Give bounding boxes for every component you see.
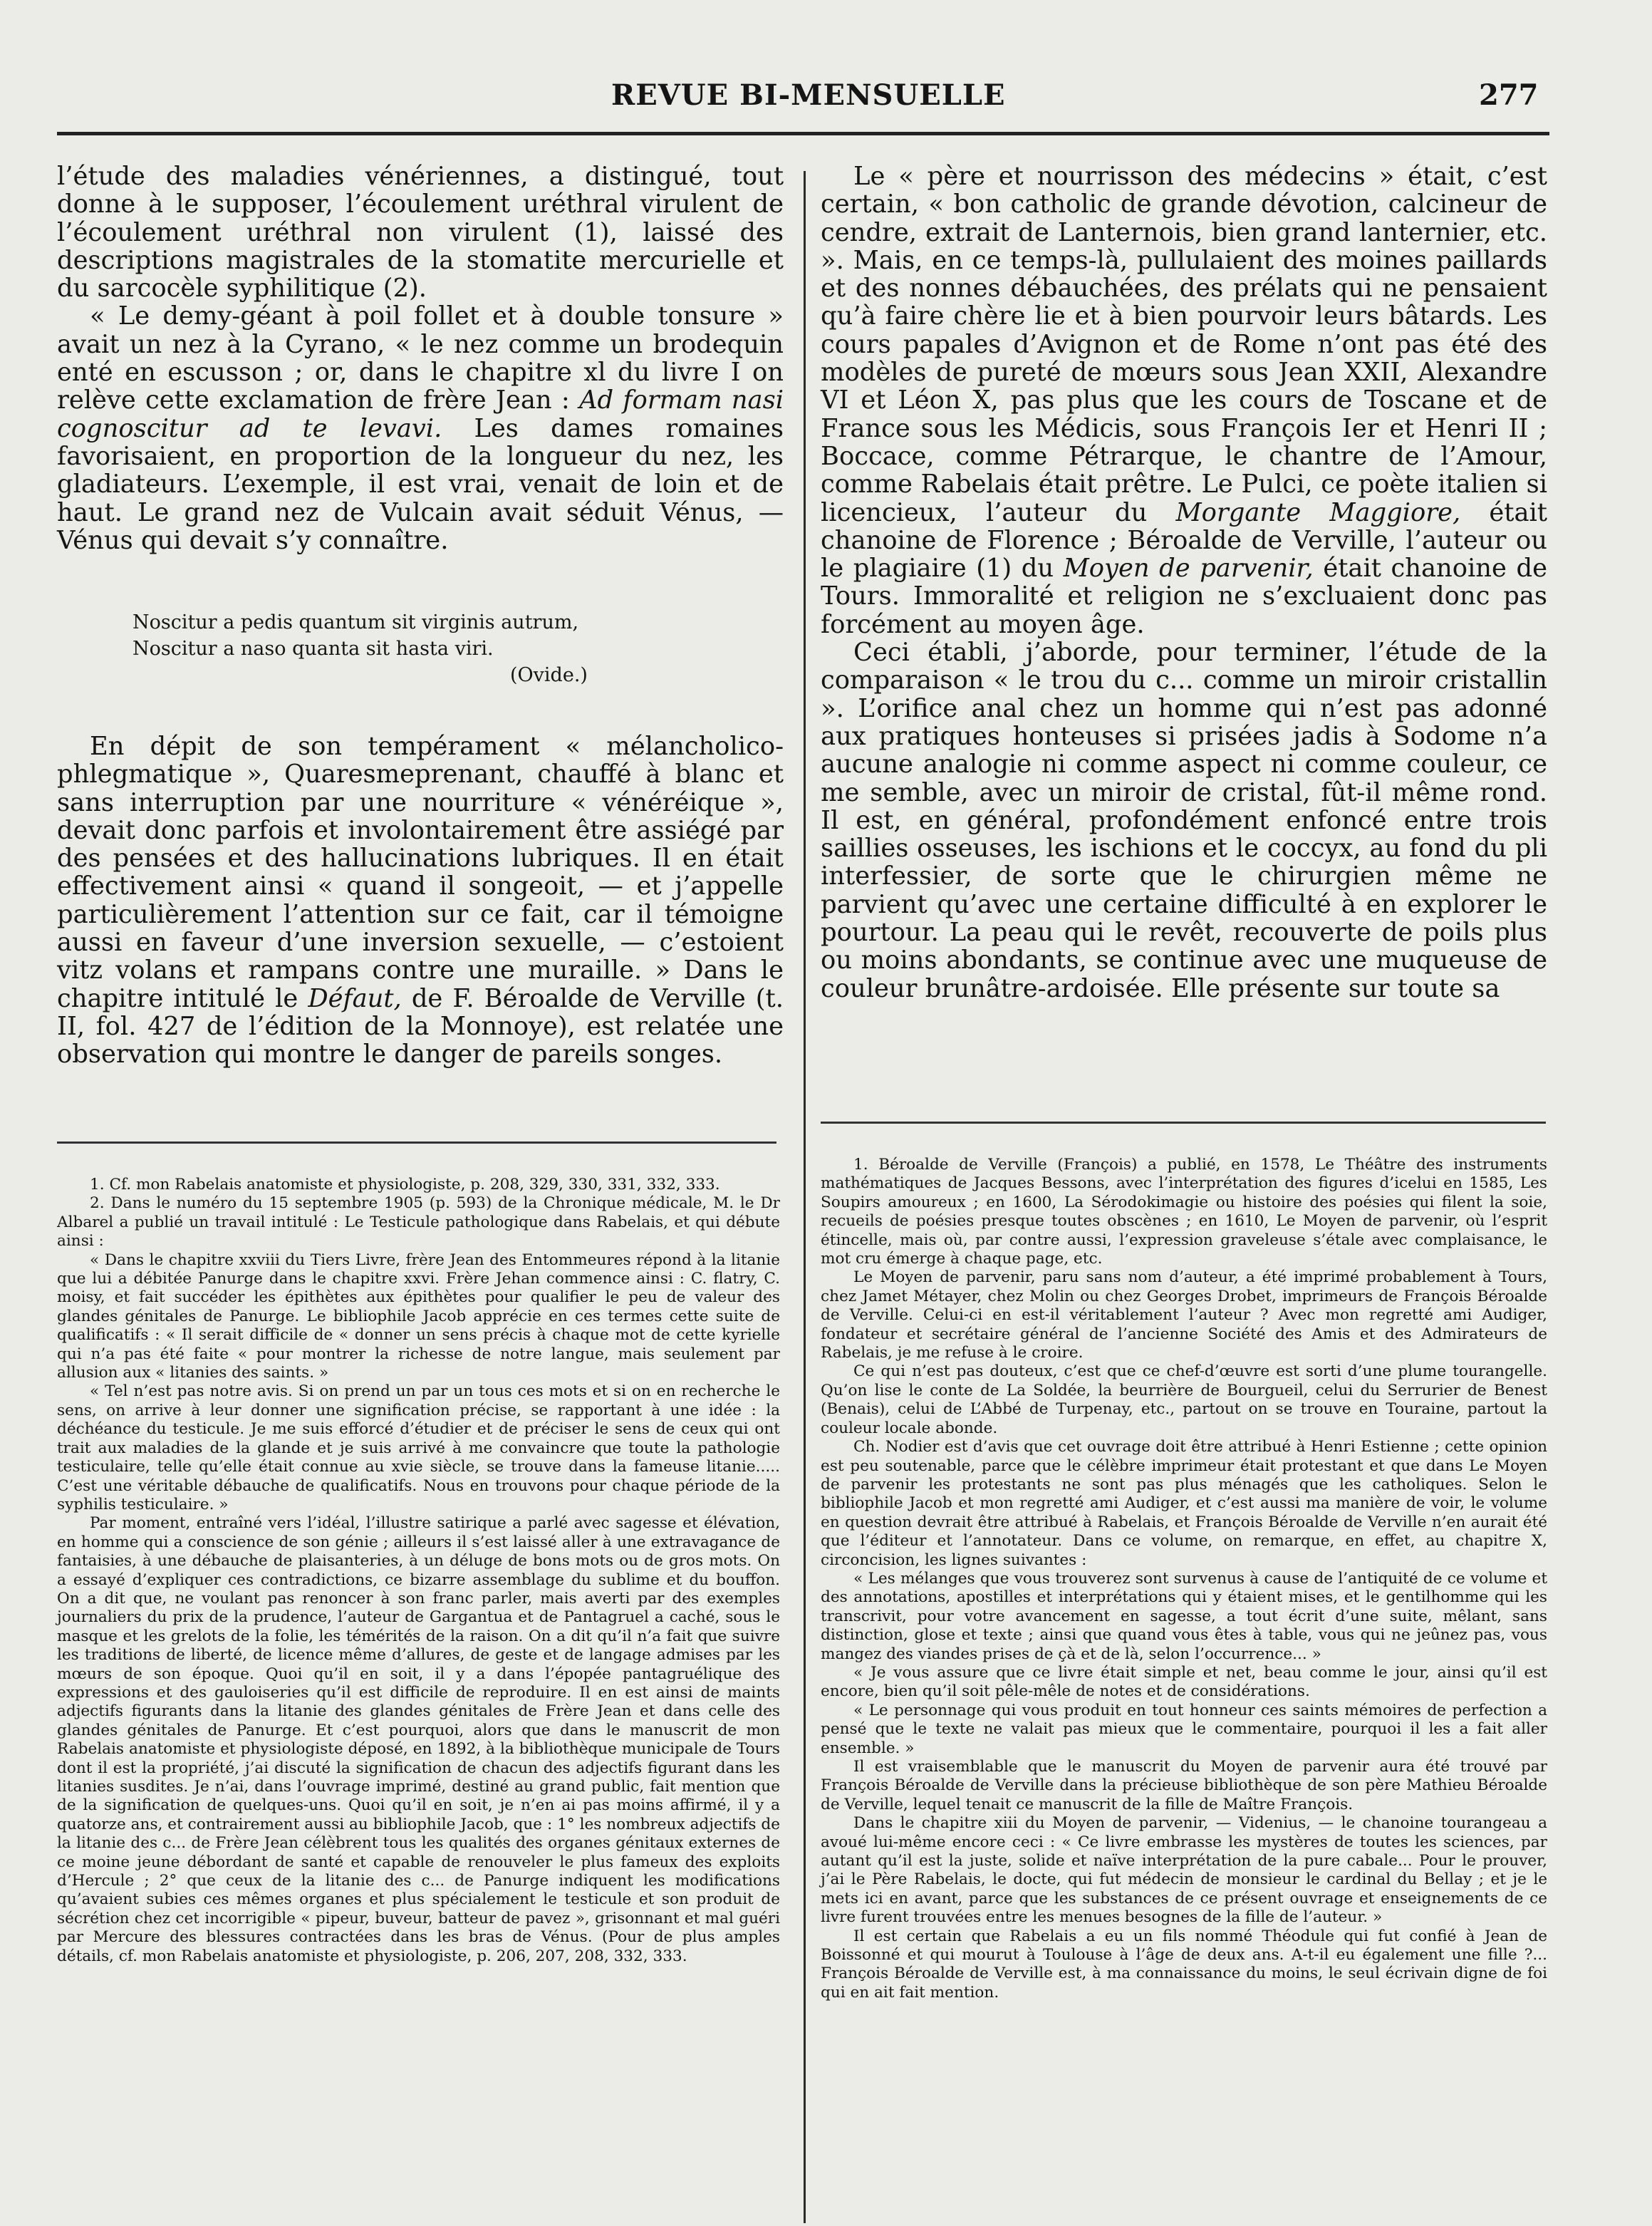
running-header-title: REVUE BI-MENSUELLE — [611, 78, 1006, 112]
paragraph-text: de F. Béroalde de Verville (t. II, fol. 427 de l’édition de la Monnoye), est relatée une observation qui montre le danger de pareils songes. — [57, 983, 784, 1070]
footnote: Il est certain que Rabelais a eu un fils nommé Théodule qui fut confié à Jean de Boissonné et qui mourut à Toulouse à l’âge de deux ans. A-t-il eu également une fille ?... François Béroalde de Verville est, à ma connaissance du moins, le seul écrivain digne de foi qui en ait fait mention. — [821, 1927, 1547, 2002]
footnote: « Le personnage qui vous produit en tout honneur ces saints mémoires de perfection a pensé que le texte ne valait pas mieux que le commentaire, pourquoi il les a fait aller ensemble. » — [821, 1701, 1547, 1757]
paragraph-text: Les dames romaines favorisaient, en proportion de la longueur du nez, les gladiateurs. L’exemple, il est vrai, venait de loin et de haut. Le grand nez de Vulcain avait séduit Vénus, — Vénus qui devait s’y connaître. — [57, 413, 784, 555]
paragraph-text: « Le demy-géant à poil follet et à double tonsure » avait un nez à la Cyrano, « le nez comme un brodequin enté en escusson ; or, dans le chapitre xl du livre I on relève cette exclamation de frère Jean : — [57, 301, 784, 415]
right-paragraph-2: Ceci établi, j’aborde, pour terminer, l’étude de la comparaison « le trou du c... comme un miroir cristallin ». L’orifice anal chez un homme qui n’est pas adonné aux pratiques honteuses si prisées jadis à Sodome n’a aucune analogie ni comme aspect ni comme couleur, ce me semble, avec un miroir de cristal, fût-il même rond. Il est, en général, profondément enfoncé entre trois saillies osseuses, les ischions et le coccyx, au fond du pli interfessier, de sorte que le chirurgien même ne parvient qu’avec une certaine difficulté à en explorer le pourtour. La peau qui le revêt, recouverte de poils plus ou moins abondants, se continue avec une muqueuse de couleur brunâtre-ardoisée. Elle présente sur toute sa — [821, 638, 1547, 1003]
book-title: Moyen de parvenir, — [1063, 554, 1314, 584]
header-rule — [57, 132, 1549, 135]
footnote: 1. Cf. mon Rabelais anatomiste et physiologiste, p. 208, 329, 330, 331, 332, 333. — [90, 1176, 720, 1194]
footnote: « Les mélanges que vous trouverez sont survenus à cause de l’antiquité de ce volume et des annotations, apostilles et interprétations qui y étaient mises, et le gentilhomme qui les transcrivit, pour votre avancement en sagesse, a tout écrit d’une suite, mêlant, sans distinction, glose et texte ; ainsi que quand vous êtes à table, vous qui ne jeûnez pas, vous mangez des viandes prises de çà et de là, selon l’occurrence... » — [821, 1569, 1547, 1663]
footnote: « Je vous assure que ce livre était simple et net, beau comme le jour, ainsi qu’il est encore, bien qu’il soit pêle-mêle de notes et de considérations. — [821, 1663, 1547, 1701]
footnote-rule-right — [821, 1122, 1546, 1124]
paragraph-text: Le « père et nourrisson des médecins » était, c’est certain, « bon catholic de grande dévotion, calcineur de cendre, extrait de Lanternois, bien grand lanternier, etc. ». Mais, en ce temps-là, pullulaient des moines paillards et des nonnes débauchées, des prélats qui ne pensaient qu’à faire chère lie et à bien pourvoir leurs bâtards. Les cours papales d’Avignon et de Rome n’ont pas été des modèles de pureté de mœurs sous Jean XXII, Alexandre VI et Léon X, pas plus que les cours de Toscane et de France sous les Médicis, sous François Ier et Henri II ; Boccace, comme Pétrarque, le chantre de l’Amour, comme Rabelais était prêtre. Le Pulci, ce poète italien si licencieux, l’auteur du — [821, 162, 1547, 527]
footnote: 1. Béroalde de Verville (François) a publié, en 1578, Le Théâtre des instruments mathématiques de Jacques Bessons, avec l’interprétation des figures d’icelui en 1585, Les Soupirs amoureux ; en 1600, La Sérodokimagie ou histoire des poésies qui filent la soie, recueils de poésies presque toutes obscènes ; en 1610, Le Moyen de parvenir, où l’esprit étincelle, mais où, par contre aussi, l’expression graveleuse s’étale avec complaisance, le mot cru émerge à chaque page, etc. — [821, 1156, 1547, 1268]
footnotes-right — [821, 1156, 1547, 2002]
paragraph-text: En dépit de son tempérament « mélancholico-phlegmatique », Quaresmeprenant, chauffé à blanc et sans interruption par une nourriture « vénéréique », devait donc parfois et involontairement être assiégé par des pensées et des hallucinations lubriques. Il en était effectivement ainsi « quand il songeoit, — et j’appelle particulièrement l’attention sur ce fait, car il témoigne aussi en faveur d’une inversion sexuelle, — c’estoient vitz volans et rampans contre une muraille. » Dans le chapitre intitulé le — [57, 732, 784, 1013]
footnote: Ce qui n’est pas douteux, c’est que ce chef-d’œuvre est sorti d’une plume tourangelle. Qu’on lise le conte de La Soldée, la beurrière de Bourgueil, celui du Serrurier de Benest (Benais), celui de L’Abbé de Turpenay, etc., partout on se trouve en Touraine, partout la couleur locale abonde. — [821, 1362, 1547, 1437]
right-column — [821, 162, 1547, 1003]
footnote: Le Moyen de parvenir, paru sans nom d’auteur, a été imprimé probablement à Tours, chez Jamet Métayer, chez Molin ou chez Georges Drobet, imprimeurs de François Béroalde de Verville. Celui-ci en est-il véritablement l’auteur ? Avec mon regretté ami Audiger, fondateur et secrétaire général de l’ancienne Société des Amis et des Admirateurs de Rabelais, je me refuse à le croire. — [821, 1268, 1547, 1362]
footnote: « Dans le chapitre xxviii du Tiers Livre, frère Jean des Entommeures répond à la litanie que lui a débitée Panurge dans le chapitre xxvi. Frère Jehan commence ainsi : C. flatry, C. moisy, et fait succéder les épithètes aux épithètes pour qualifier le peu de valeur des glandes génitales de Panurge. Le bibliophile Jacob apprécie en ces termes cette suite de qualificatifs : « Il serait difficile de « donner un sens précis à chaque mot de cette kyrielle qui n’a pas été faite « pour montrer la richesse de notre langue, mais seulement par allusion aux « litanies des saints. » — [57, 1251, 780, 1382]
book-title: Morgante Maggiore, — [1175, 497, 1461, 527]
footnote: Il est vraisemblable que le manuscrit du Moyen de parvenir aura été trouvé par François Béroalde de Verville dans la précieuse bibliothèque de son père Mathieu Béroalde de Verville, lequel tenait ce manuscrit de la fille de Maître François. — [821, 1758, 1547, 1813]
right-paragraph-1 — [821, 162, 1547, 638]
left-paragraph-2 — [57, 302, 784, 554]
footnote-rule-left — [57, 1142, 776, 1144]
ovid-quotation — [133, 609, 717, 688]
latin-phrase: Ad formam nasi cognoscitur ad te levavi. — [57, 385, 784, 443]
column-divider — [804, 171, 806, 2223]
left-column — [57, 162, 784, 554]
footnotes-left — [57, 1176, 780, 1966]
footnote: 2. Dans le numéro du 15 septembre 1905 (p. 593) de la Chronique médicale, M. le Dr Albarel a publié un travail intitulé : Le Testicule pathologique dans Rabelais, et qui débute ainsi : — [57, 1194, 780, 1251]
footnote: Dans le chapitre xiii du Moyen de parvenir, — Videnius, — le chanoine tourangeau a avoué lui-même encore ceci : « Ce livre embrasse les mystères de toutes les sciences, par autant qu’il est la juste, solide et naïve interprétation de la pure cabale... Pour le prouver, j’ai le Père Rabelais, le docte, qui fut médecin de monsieur le cardinal du Bellay ; et je le mets ici en avant, parce que les substances de ce présent ouvrage et enseignements de ce livre furent trouvées entre les menues besognes de la fille de l’auteur. » — [821, 1814, 1547, 1927]
paragraph-text: était chanoine de Tours. Immoralité et religion ne s’excluaient donc pas forcément au moyen âge. — [821, 554, 1547, 639]
quote-line: Noscitur a pedis quantum sit virginis autrum, — [133, 611, 579, 633]
left-column-continued — [57, 732, 784, 1069]
book-title: Défaut, — [308, 983, 402, 1013]
left-paragraph-3 — [57, 732, 784, 1069]
left-paragraph-1: l’étude des maladies vénériennes, a distingué, tout donne à le supposer, l’écoulement uréthral virulent de l’écoulement uréthral non virulent (1), laissé des descriptions magistrales de la stomatite mercurielle et du sarcocèle syphilitique (2). — [57, 162, 784, 304]
footnote: « Tel n’est pas notre avis. Si on prend un par un tous ces mots et si on en recherche le sens, on arrive à leur donner une signification précise, se rapportant à une idée : la déchéance du testicule. Je me suis efforcé d’étudier et de préciser le sens de ceux qui ont trait aux maladies de la glande et je suis arrivé à me convaincre que toute la pathologie testiculaire, telle qu’elle était connue au xvie siècle, se trouve dans la fameuse litanie..... C’est une véritable débauche de qualificatifs. Nous en trouvons pour chaque période de la syphilis testiculaire. » — [57, 1382, 780, 1513]
page-number: 277 — [1479, 78, 1539, 112]
footnote: Par moment, entraîné vers l’idéal, l’illustre satirique a parlé avec sagesse et élévation, en homme qui a conscience de son génie ; ailleurs il s’est laissé aller à une extravagance de fantaisies, à une débauche de plaisanteries, à un déluge de bons mots ou de gros mots. On a essayé d’expliquer ces contradictions, ce bizarre assemblage du sublime et du bouffon. On a dit que, ne voulant pas renoncer à son franc parler, mais averti par des exemples journaliers du prix de la prudence, l’auteur de Gargantua et de Pantagruel a caché, sous le masque et les grelots de la folie, les témérités de la raison. On a dit qu’il n’a fait que suivre les traditions de liberté, de licence même d’allures, de geste et de langage admises par les mœurs de son époque. Quoi qu’il en soit, il y a dans l’épopée pantagruélique des expressions et des gauloiseries qu’il est difficile de reproduire. Il en est ainsi de maints adjectifs figurants dans la litanie des glandes génitales de Frère Jean et dans celle des glandes génitales de Panurge. Et c’est pourquoi, alors que dans le manuscrit de mon Rabelais anatomiste et physiologiste déposé, en 1892, à la bibliothèque municipale de Tours dont il est la propriété, j’ai discuté la signification de chacun des adjectifs figurant dans les litanies susdites. Je n’ai, dans l’ouvrage imprimé, destiné au grand public, fait mention que de la signification de quelques-uns. Quoi qu’il en soit, je n’en ai pas moins affirmé, il y a quatorze ans, et contrairement aussi au bibliophile Jacob, que : 1° les nombreux adjectifs de la litanie des c... de Frère Jean célèbrent tous les qualités des organes génitaux externes de ce moine jeune débordant de santé et capable de renouveler le plus fameux des exploits d’Hercule ; 2° que ceux de la litanie des c... de Panurge indiquent les modifications qu’avaient subies ces mêmes organes et plus spécialement le testicule et son produit de sécrétion chez cet incorrigible « pipeur, buveur, batteur de pavez », grisonnant et mal guéri par Mercure des blessures contractées dans les bras de Vénus. (Pour de plus amples détails, cf. mon Rabelais anatomiste et physiologiste, p. 206, 207, 208, 332, 333. — [57, 1514, 780, 1965]
paragraph-text: était chanoine de Florence ; Béroalde de Verville, l’auteur ou le plagiaire (1) du — [821, 497, 1547, 584]
footnote: Ch. Nodier est d’avis que cet ouvrage doit être attribué à Henri Estienne ; cette opinion est peu soutenable, parce que le célèbre imprimeur était protestant et que dans Le Moyen de parvenir les protestants ne sont pas plus ménagés que les catholiques. Selon le bibliophile Jacob et mon regretté ami Audiger, et c’est aussi ma manière de voir, le volume en question devrait être attribué à Rabelais, et François Béroalde de Verville n’en aurait été que l’éditeur et l’annotateur. Dans ce volume, on remarque, en effet, au chapitre X, circoncision, les lignes suivantes : — [821, 1438, 1547, 1569]
quote-line: Noscitur a naso quanta sit hasta viri. — [133, 638, 494, 660]
quote-attribution: (Ovide.) — [510, 664, 588, 686]
